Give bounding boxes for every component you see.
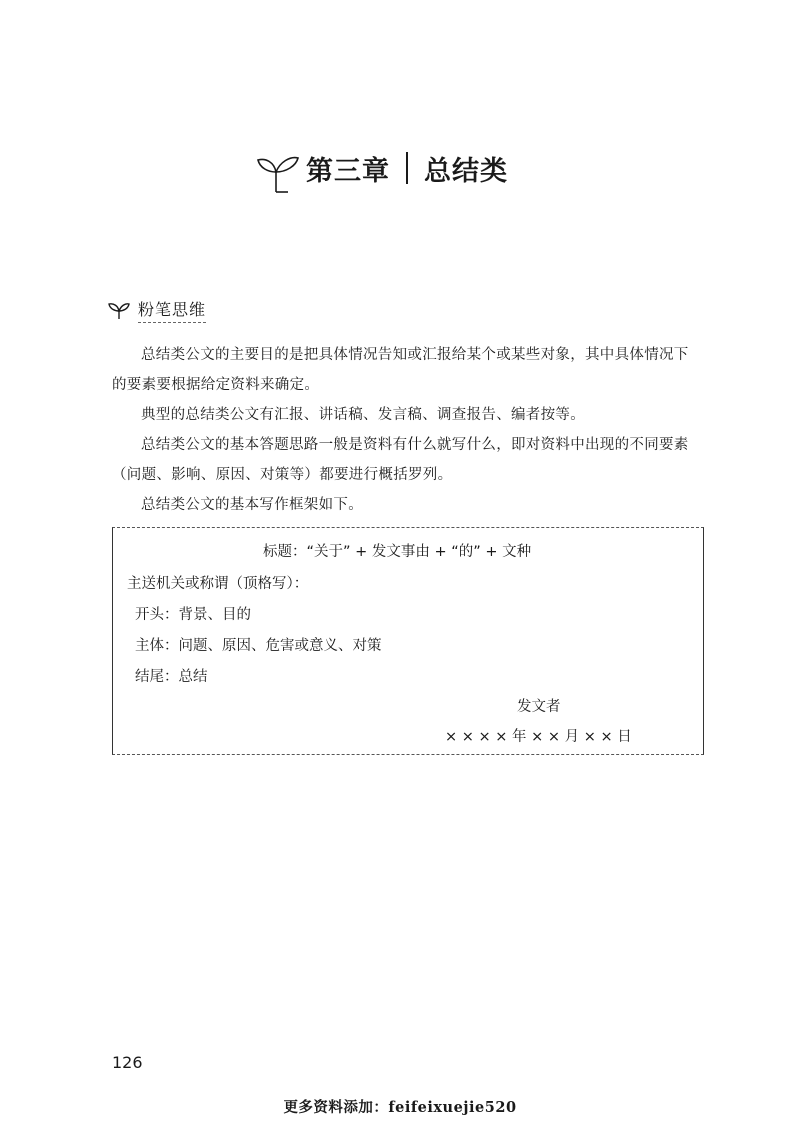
page-number: 126 — [112, 1053, 143, 1072]
paragraph: 总结类公文的基本写作框架如下。 — [141, 497, 363, 513]
framework-main-body: 主体：问题、原因、危害或意义、对策 — [135, 638, 382, 654]
paragraph: 典型的总结类公文有汇报、讲话稿、发言稿、调查报告、编者按等。 — [141, 407, 585, 423]
body-text — [112, 340, 697, 520]
paragraph: 总结类公文的基本答题思路一般是资料有什么就写什么，即对资料中出现的不同要素（问题、影响、原因、对策等）都要进行概括罗列。 — [112, 437, 689, 483]
sprout-small-icon — [108, 300, 130, 320]
framework-ending: 结尾：总结 — [135, 669, 208, 685]
framework-recipient: 主送机关或称谓（顶格写）： — [127, 576, 309, 592]
section-title: 粉笔思维 — [138, 297, 206, 323]
framework-issuer: 发文者 — [517, 699, 561, 715]
chapter-name: 总结类 — [424, 155, 508, 187]
chapter-heading — [254, 140, 508, 196]
sprout-icon — [254, 148, 302, 196]
framework-date: × × × × 年 × × 月 × × 日 — [445, 729, 632, 745]
footer-note: 更多资料添加：feifeixuejie520 — [283, 1099, 517, 1116]
writing-framework-box — [112, 527, 704, 755]
chapter-number: 第三章 — [306, 155, 390, 187]
section-heading — [108, 297, 206, 323]
framework-opening: 开头：背景、目的 — [135, 607, 251, 623]
framework-title-line: 标题：“关于” + 发文事由 + “的” + 文种 — [263, 544, 532, 560]
paragraph: 总结类公文的主要目的是把具体情况告知或汇报给某个或某些对象，其中具体情况下的要素要根据给定资料来确定。 — [112, 347, 689, 393]
chapter-divider — [406, 152, 408, 184]
